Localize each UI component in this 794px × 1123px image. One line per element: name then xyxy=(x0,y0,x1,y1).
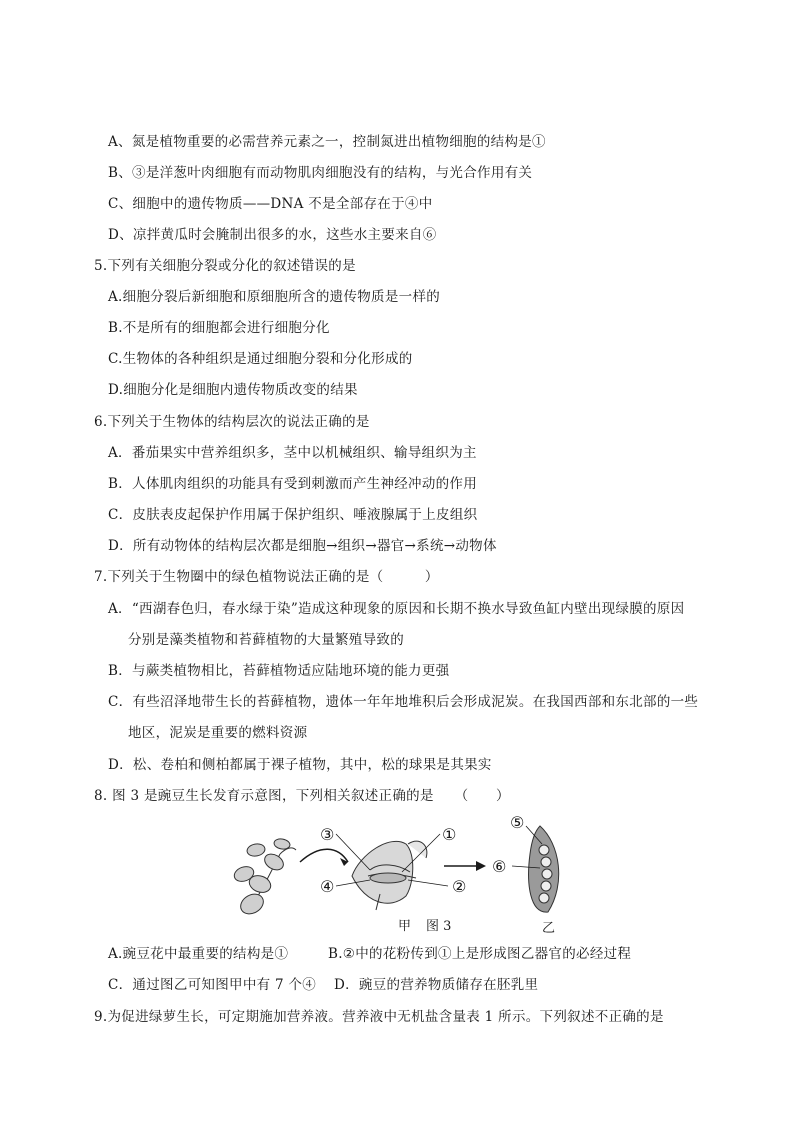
figure-label-4: ④ xyxy=(320,877,335,896)
pea-pod-icon xyxy=(529,826,559,912)
q5-option-a: A.细胞分裂后新细胞和原细胞所含的遗传物质是一样的 xyxy=(108,289,441,305)
q4-option-d: D、凉拌黄瓜时会腌制出很多的水，这些水主要来自⑥ xyxy=(108,227,437,243)
q4-option-b: B、③是洋葱叶肉细胞有而动物肌肉细胞没有的结构，与光合作用有关 xyxy=(108,165,533,181)
q5-option-c: C.生物体的各种组织是通过细胞分裂和分化形成的 xyxy=(108,351,413,367)
figure-label-5: ⑤ xyxy=(510,813,525,832)
figure-label-3: ③ xyxy=(320,825,335,844)
q8-option-a: A.豌豆花中最重要的结构是① xyxy=(108,946,289,962)
q9-stem: 9.为促进绿萝生长，可定期施加营养液。营养液中无机盐含量表 1 所示。下列叙述不正确的是 xyxy=(94,1009,664,1025)
q5-option-d: D.细胞分化是细胞内遗传物质改变的结果 xyxy=(108,382,358,398)
q7-option-a-line1: A．“西湖春色归，春水绿于染”造成这种现象的原因和长期不换水导致鱼缸内壁出现绿膜的原因 xyxy=(108,601,685,617)
q5-stem: 5.下列有关细胞分裂或分化的叙述错误的是 xyxy=(94,258,356,274)
q7-option-c-line1: C．有些沼泽地带生长的苔藓植物，遗体一年年地堆积后会形成泥炭。在我国西部和东北部的一些 xyxy=(108,694,699,710)
figure-label-1: ① xyxy=(442,825,457,844)
q6-option-c: C．皮肤表皮起保护作用属于保护组织、唾液腺属于上皮组织 xyxy=(108,507,478,523)
figure-caption-title: 图 3 xyxy=(426,919,452,934)
pea-plant-icon xyxy=(232,838,296,918)
q8-option-d: D．豌豆的营养物质储存在胚乳里 xyxy=(334,977,539,993)
q8-option-c: C．通过图乙可知图甲中有 7 个④ xyxy=(108,977,317,993)
figure-label-6: ⑥ xyxy=(492,857,507,876)
figure-label-2: ② xyxy=(452,877,467,896)
q7-option-d: D．松、卷柏和侧柏都属于裸子植物，其中，松的球果是其果实 xyxy=(108,757,492,773)
pea-growth-diagram xyxy=(230,814,570,934)
pea-growth-figure xyxy=(230,814,570,934)
q6-option-a: A．番茄果实中营养组织多，茎中以机械组织、输导组织为主 xyxy=(108,445,477,461)
q6-option-d: D．所有动物体的结构层次都是细胞→组织→器官→系统→动物体 xyxy=(108,538,497,554)
figure-caption-yi: 乙 xyxy=(542,921,556,936)
q8-stem: 8. 图 3 是豌豆生长发育示意图，下列相关叙述正确的是 （ ） xyxy=(94,788,510,804)
q7-option-a-line2: 分别是藻类植物和苔藓植物的大量繁殖导致的 xyxy=(128,632,404,648)
q6-stem: 6.下列关于生物体的结构层次的说法正确的是 xyxy=(94,414,370,430)
figure-caption-jia: 甲 xyxy=(398,919,412,934)
q4-option-a: A、氮是植物重要的必需营养元素之一，控制氮进出植物细胞的结构是① xyxy=(108,134,546,150)
q7-stem: 7.下列关于生物圈中的绿色植物说法正确的是（ ） xyxy=(94,569,439,585)
q8-option-b: B.②中的花粉传到①上是形成图乙器官的必经过程 xyxy=(328,946,632,962)
q4-option-c: C、细胞中的遗传物质——DNA 不是全部存在于④中 xyxy=(108,196,433,212)
q7-option-c-line2: 地区，泥炭是重要的燃料资源 xyxy=(128,725,308,741)
pea-flower-icon xyxy=(352,841,427,910)
arrow-to-flower xyxy=(300,849,348,862)
q5-option-b: B.不是所有的细胞都会进行细胞分化 xyxy=(108,320,330,336)
q6-option-b: B．人体肌肉组织的功能具有受到刺激而产生神经冲动的作用 xyxy=(108,476,478,492)
q7-option-b: B．与蕨类植物相比，苔藓植物适应陆地环境的能力更强 xyxy=(108,663,450,679)
